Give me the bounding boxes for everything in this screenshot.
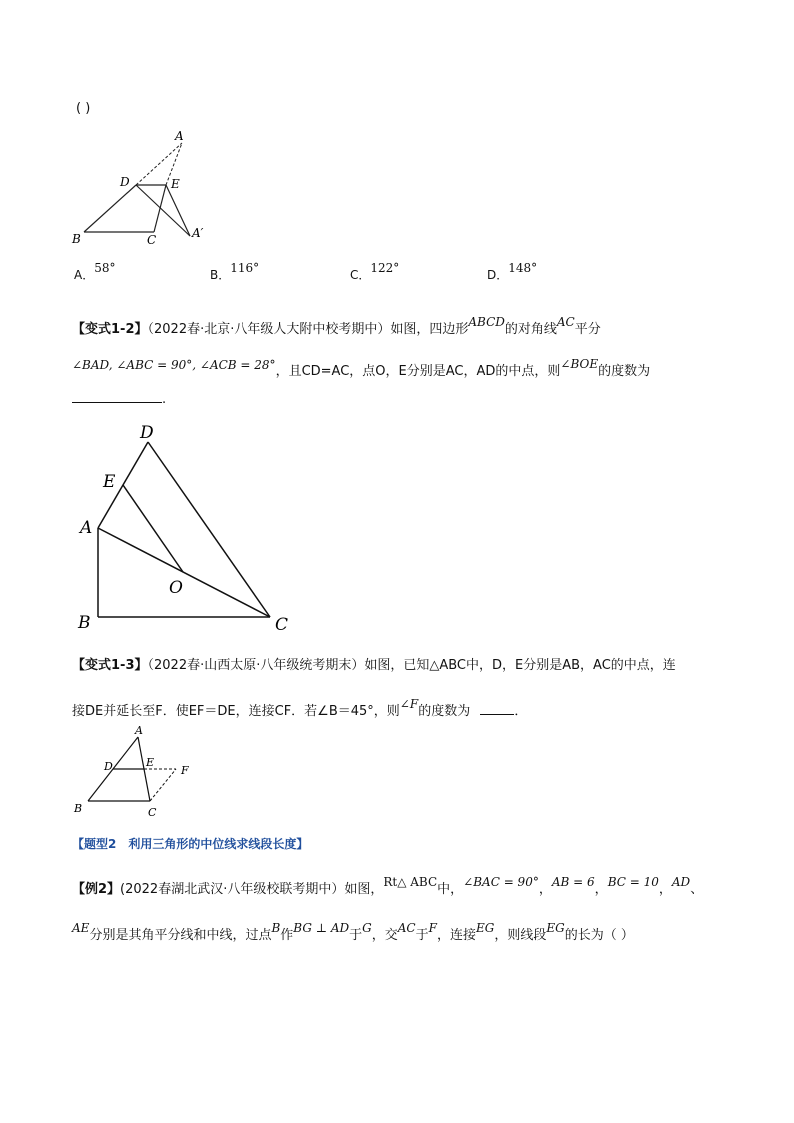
- period: .: [162, 392, 167, 407]
- figure-quadrilateral-ABCD: [72, 418, 302, 638]
- option-a-value: 58°: [94, 261, 116, 275]
- label-O: O: [169, 578, 183, 598]
- math-AB: AB = 6: [551, 875, 595, 889]
- math-AD: AD: [671, 875, 691, 889]
- segment-DC: [148, 442, 270, 617]
- option-d[interactable]: [487, 261, 538, 283]
- figure-triangle-ABC-midline: [66, 722, 206, 822]
- math-AC: AC: [397, 921, 416, 935]
- label-D: D: [120, 175, 130, 189]
- answer-blank[interactable]: [72, 390, 162, 403]
- math-AC: AC: [556, 315, 575, 329]
- label-D: D: [104, 760, 113, 773]
- variant-1-3-tag: 【变式1-3】: [72, 658, 148, 673]
- segment-AC: [98, 528, 270, 617]
- math-EG: EG: [475, 921, 495, 935]
- label-D: D: [140, 423, 154, 443]
- variant-1-2-conditions: ，且CD=AC，点O，E分别是AC，AD的中点，则: [275, 364, 561, 379]
- text-segment: ，则线段: [494, 928, 547, 943]
- math-G: G: [362, 921, 372, 935]
- option-c[interactable]: [350, 261, 400, 283]
- math-angle-F: ∠F: [399, 697, 419, 711]
- section-heading-type-2: 【题型2 利用三角形的中位线求线段长度】: [72, 837, 309, 851]
- text-diagonal: 的对角线: [504, 322, 557, 337]
- segment-DA-prime: [136, 185, 190, 236]
- variant-1-3-text2: 接DE并延长至F．使EF＝DE，连接CF．若∠B＝45°，则: [72, 704, 400, 719]
- answer-blank[interactable]: [480, 702, 514, 715]
- text-dun: 、: [690, 882, 704, 897]
- label-E: E: [146, 756, 155, 769]
- option-b-letter: B．: [210, 268, 231, 282]
- math-angles: ∠BAD, ∠ABC = 90°, ∠ACB = 28°: [72, 358, 276, 372]
- segment-BD: [84, 185, 136, 232]
- math-angle-BOE: ∠BOE: [560, 357, 599, 371]
- label-C: C: [147, 233, 157, 247]
- example-2-question-end: 的长为（ ）: [564, 928, 634, 943]
- text-jiao: ，交: [371, 928, 398, 943]
- option-d-value: 148°: [508, 261, 538, 275]
- math-rt-triangle-ABC: Rt△ ABC: [383, 875, 438, 889]
- math-ABCD: ABCD: [468, 315, 505, 329]
- text-degree-is: 的度数为: [418, 704, 471, 719]
- math-EG: EG: [546, 921, 565, 935]
- period: ．: [514, 704, 528, 719]
- label-C: C: [275, 615, 289, 635]
- text-degree-is: 的度数为: [598, 364, 651, 379]
- segment-EA-prime: [166, 185, 190, 236]
- option-b-value: 116°: [230, 261, 260, 275]
- label-A: A: [80, 518, 93, 538]
- label-E: E: [171, 177, 180, 191]
- text-zhong: 中，: [437, 882, 464, 897]
- variant-1-3-line1: [72, 654, 676, 673]
- label-B: B: [72, 232, 81, 246]
- label-C: C: [148, 806, 157, 819]
- math-AE: AE: [72, 921, 90, 935]
- text-bisect: 平分: [574, 322, 601, 337]
- label-A: A: [175, 129, 184, 143]
- segment-CE: [154, 185, 166, 232]
- example-2-line2: [72, 921, 634, 943]
- option-a-letter: A．: [74, 268, 95, 282]
- example-2-line1: 【例2】(2022春湖北武汉·八年级校联考期中）如图，Rt△ ABC中，∠BAC = 90°，AB = 6，BC = 10，AD、: [72, 875, 704, 897]
- option-b[interactable]: [210, 261, 260, 283]
- math-B: B: [271, 921, 281, 935]
- label-A: A: [135, 724, 143, 737]
- variant-1-2-line1: [72, 315, 601, 337]
- example-2-source: (2022春湖北武汉·八年级校联考期中）如图，: [120, 882, 384, 897]
- example-2-tag: 【例2】: [72, 882, 121, 897]
- label-B: B: [78, 613, 91, 633]
- variant-1-3-line2: [72, 697, 528, 719]
- option-c-value: 122°: [370, 261, 400, 275]
- figure-fold-triangle: [60, 122, 220, 252]
- variant-1-2-answer-line: [72, 390, 166, 407]
- segment-EO: [123, 485, 183, 572]
- text-connect: ，连接: [436, 928, 476, 943]
- option-a[interactable]: [74, 261, 116, 283]
- option-c-letter: C．: [350, 268, 371, 282]
- text-zuo: 作: [280, 928, 294, 943]
- math-angle-BAC: ∠BAC = 90°: [463, 875, 539, 889]
- option-d-letter: D．: [487, 268, 509, 282]
- math-BG-perp-AD: BG ⊥ AD: [293, 921, 350, 935]
- example-2-text1: 分别是其角平分线和中线，过点: [89, 928, 272, 943]
- variant-1-3-text1: （2022春·山西太原·八年级统考期末）如图，已知△ABC中，D，E分别是AB，AC的中点，连: [147, 658, 676, 673]
- variant-1-2-tag: 【变式1-2】: [72, 322, 148, 337]
- text-yu: 于: [415, 928, 429, 943]
- variant-1-2-source: （2022春·北京·八年级人大附中校考期中）如图，四边形: [147, 322, 469, 337]
- label-F: F: [181, 764, 189, 777]
- variant-1-2-line2: [72, 357, 651, 379]
- text-yu: 于: [349, 928, 363, 943]
- math-F: F: [428, 921, 437, 935]
- label-E: E: [103, 472, 116, 492]
- label-A-prime: A′: [192, 226, 204, 240]
- label-B: B: [74, 802, 83, 815]
- answer-parentheses: ( ): [76, 101, 91, 116]
- dashed-segment-CF: [150, 769, 176, 801]
- math-BC: BC = 10: [607, 875, 659, 889]
